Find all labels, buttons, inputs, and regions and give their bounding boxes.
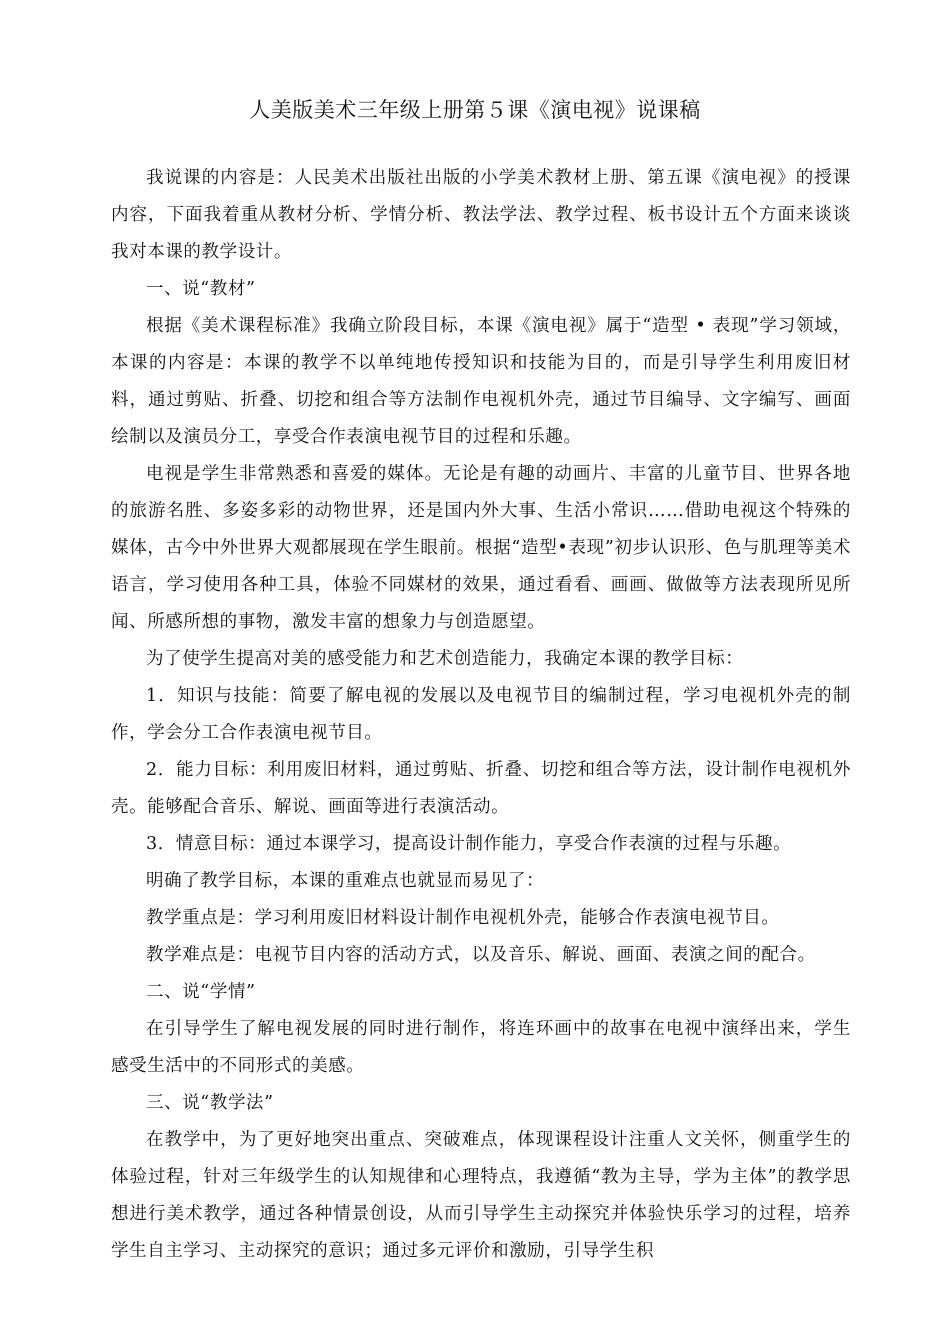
paragraph-difficult-point: 教学难点是：电视节目内容的活动方式，以及音乐、解说、画面、表演之间的配合。: [146, 945, 816, 965]
paragraph-goals-intro: 为了使学生提高对美的感受能力和艺术创造能力，我确定本课的教学目标：: [146, 649, 744, 669]
paragraph-key-point: 教学重点是：学习利用废旧材料设计制作电视机外壳，能够合作表演电视节目。: [146, 908, 780, 928]
goal-knowledge: 1．知识与技能：简要了解电视的发展以及电视节目的编制过程，学习电视机外壳的制作，学会分工合作表演电视节目。: [111, 686, 851, 743]
goal-ability: 2．能力目标：利用废旧材料，通过剪贴、折叠、切挖和组合等方法，设计制作电视机外壳。能够配合音乐、解说、画面等进行表演活动。: [111, 760, 851, 817]
paragraph-intro: 我说课的内容是：人民美术出版社出版的小学美术教材上册、第五课《演电视》的授课内容，下面我着重从教材分析、学情分析、教法学法、教学过程、板书设计五个方面来谈谈我对本课的教学设计。: [111, 168, 851, 262]
paragraph-curriculum: 根据《美术课程标准》我确立阶段目标，本课《演电视》属于“造型 • 表现”学习领域，本课的内容是：本课的教学不以单纯地传授知识和技能为目的，而是引导学生利用废旧材料，通过剪贴、折叠、切挖和组合等方法制作电视机外壳，通过节目编导、文字编写、画面绘制以及演员分工，享受合作表演电视节目的过程和乐趣。: [111, 316, 851, 447]
goal-emotion: 3．情意目标：通过本课学习，提高设计制作能力，享受合作表演的过程与乐趣。: [146, 834, 792, 854]
paragraph-students: 在引导学生了解电视发展的同时进行制作，将连环画中的故事在电视中演绎出来，学生感受生活中的不同形式的美感。: [111, 1019, 851, 1076]
document-title: 人美版美术三年级上册第５课《演电视》说课稿: [249, 98, 701, 122]
section-heading-textbook: 一、说“教材”: [146, 279, 256, 299]
section-heading-methods: 三、说“教学法”: [146, 1093, 274, 1113]
section-heading-students: 二、说“学情”: [146, 982, 256, 1002]
paragraph-methods: 在教学中，为了更好地突出重点、突破难点，体现课程设计注重人文关怀，侧重学生的体验过程，针对三年级学生的认知规律和心理特点，我遵循“教为主导，学为主体”的教学思想进行美术教学，通过各种情景创设，从而引导学生主动探究并体验快乐学习的过程，培养学生自主学习、主动探究的意识；通过多元评价和激励，引导学生积: [111, 1130, 851, 1261]
document-body: [111, 160, 851, 1270]
paragraph-tv-media: 电视是学生非常熟悉和喜爱的媒体。无论是有趣的动画片、丰富的儿童节目、世界各地的旅游名胜、多姿多彩的动物世界，还是国内外大事、生活小常识……借助电视这个特殊的媒体，古今中外世界大观都展现在学生眼前。根据“造型•表现”初步认识形、色与肌理等美术语言，学习使用各种工具，体验不同媒材的效果，通过看看、画画、做做等方法表现所见所闻、所感所想的事物，激发丰富的想象力与创造愿望。: [111, 464, 851, 632]
paragraph-key-points-intro: 明确了教学目标，本课的重难点也就显而易见了：: [146, 871, 545, 891]
